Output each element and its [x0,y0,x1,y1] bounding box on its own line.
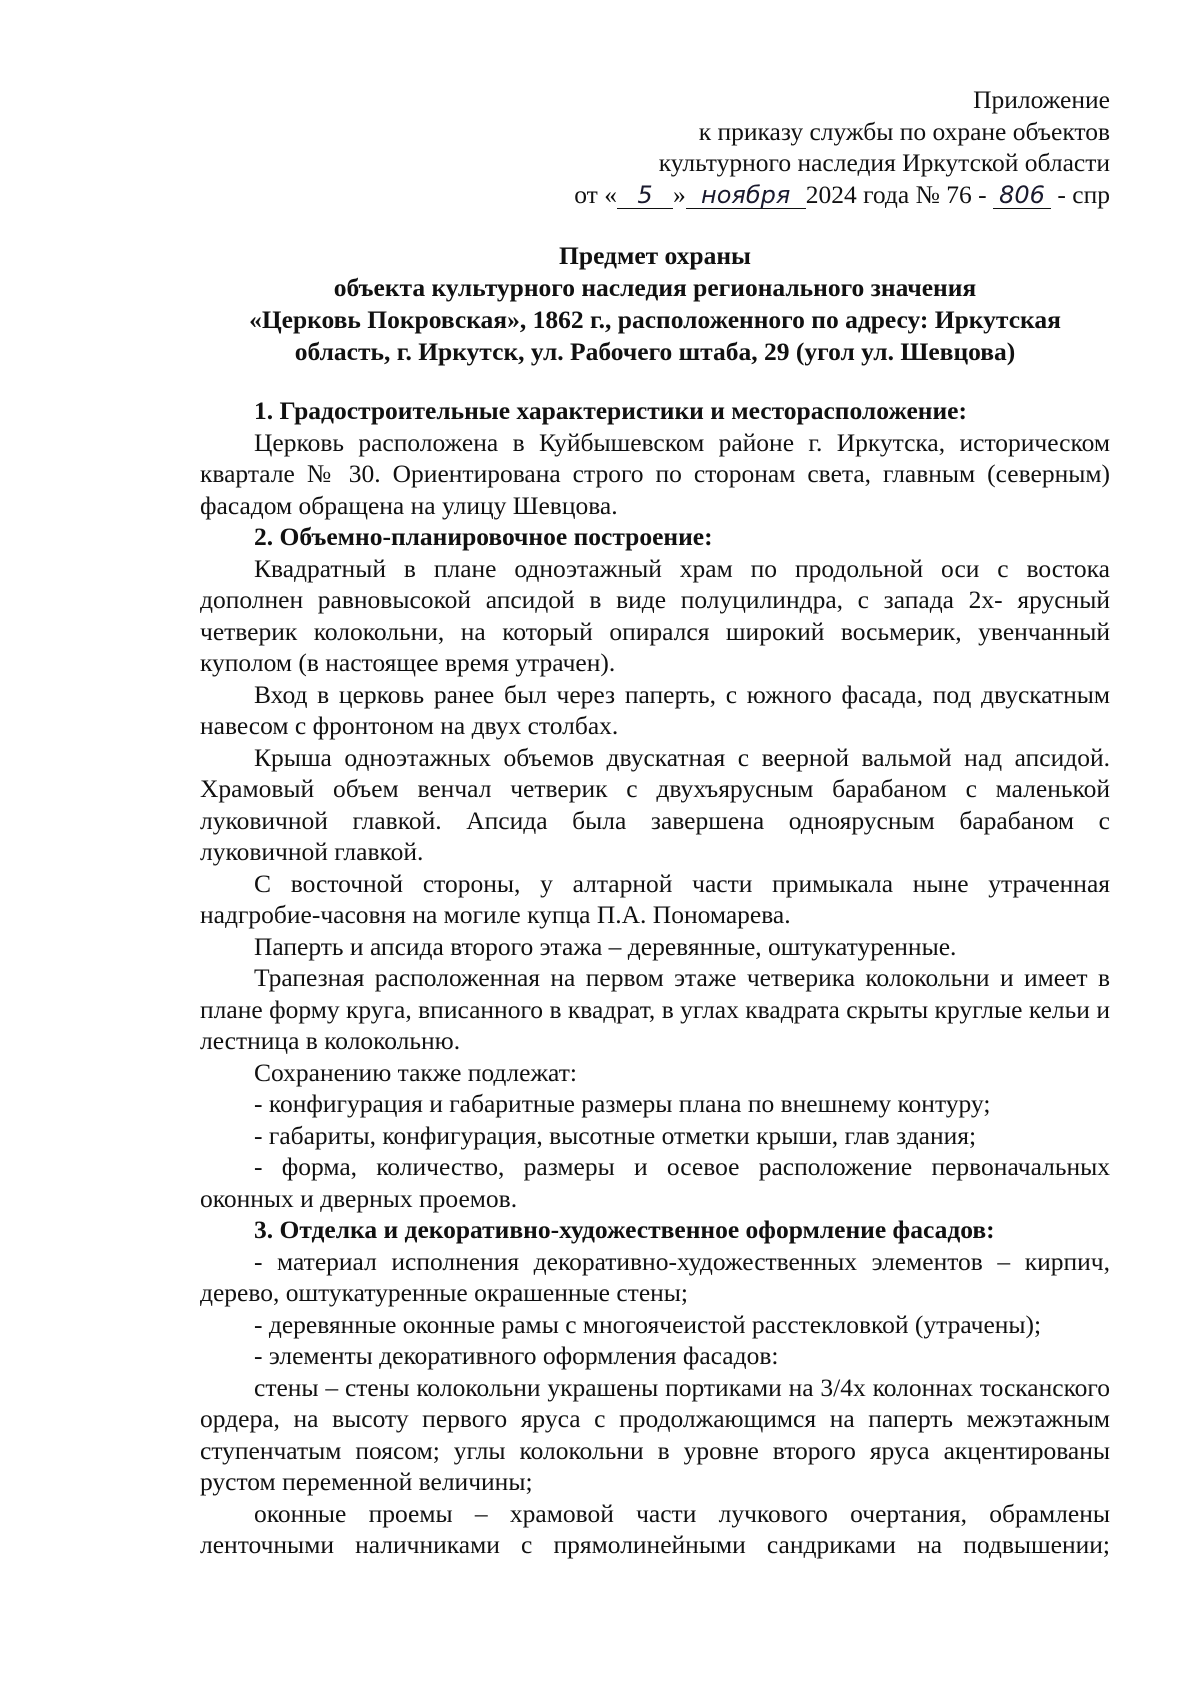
section-3-paragraph-walls: стены – стены колокольни украшены портиками на 3/4х колоннах тосканского ордера, на высоту первого яруса с продолжающимся на паперть межэтажным ступенчатым поясом; углы колокольни в уровне второго яруса акцентированы рустом переменной величины; [200,1372,1110,1496]
document-title [200,240,1110,368]
header-date-line [200,179,1110,211]
document-page [200,84,1110,1561]
date-mid: » [672,179,686,209]
section-2-paragraph-6: Трапезная расположенная на первом этаже четверика колокольни и имеет в плане форму круга, вписанного в квадрат, в углах квадрата скрыты круглые кельи и лестница в колокольню. [200,963,1110,1055]
header-line-authority: культурного наследия Иркутской области [658,148,1110,177]
section-2-paragraph-2: Вход в церковь ранее был через паперть, с южного фасада, под двускатным навесом с фронтоном на двух столбах. [200,679,1110,740]
appendix-header [200,84,1110,210]
title-line-3: «Церковь Покровская», 1862 г., расположенного по адресу: Иркутская [249,305,1061,334]
section-2-paragraph-4: С восточной стороны, у алтарной части примыкала ныне утраченная надгробие-часовня на могиле купца П.А. Пономарева. [200,868,1110,929]
date-year: 2024 года № 76 - [805,179,987,209]
order-suffix: - спр [1057,179,1110,209]
handwritten-order-number: 806 [993,182,1051,209]
section-3-list-item-3: - элементы декоративного оформления фасадов: [254,1341,779,1370]
section-2-paragraph-7: Сохранению также подлежат: [254,1057,577,1087]
handwritten-day: 5 [617,182,673,209]
section-3-heading: 3. Отделка и декоративно-художественное оформление фасадов: [254,1215,995,1244]
header-line-appendix: Приложение [973,85,1110,114]
section-3-paragraph-windows: оконные проемы – храмовой части лучкового очертания, обрамлены ленточными наличниками с прямолинейными сандриками на подвышении; [200,1498,1110,1559]
header-line-order: к приказу службы по охране объектов [698,116,1110,146]
section-2-paragraph-3: Крыша одноэтажных объемов двускатная с веерной вальмой над апсидой. Храмовый объем венчал четверик с двухъярусным барабаном с маленькой луковичной главкой. Апсида была завершена одноярусным барабаном с луковичной главкой. [200,742,1110,866]
handwritten-month: ноября [686,182,806,209]
section-2-paragraph-5: Паперть и апсида второго этажа – деревянные, оштукатуренные. [254,931,957,961]
title-line-4: область, г. Иркутск, ул. Рабочего штаба, 29 (угол ул. Шевцова) [294,337,1016,366]
section-2-list-item-3: - форма, количество, размеры и осевое расположение первоначальных оконных и дверных проемов. [200,1152,1110,1213]
section-1-paragraph-1: Церковь расположена в Куйбышевском районе г. Иркутска, историческом квартале № 30. Ориентирована строго по сторонам света, главным (северным) фасадом обращена на улицу Шевцова. [200,427,1110,520]
section-2-list-item-1: - конфигурация и габаритные размеры плана по внешнему контуру; [254,1089,991,1118]
date-prefix: от « [574,179,617,209]
section-3-list-item-2: - деревянные оконные рамы с многоячеистой расстекловкой (утрачены); [254,1309,1042,1339]
section-3-list-item-1: - материал исполнения декоративно-художественных элементов – кирпич, дерево, оштукатуренные окрашенные стены; [200,1246,1110,1307]
section-2-paragraph-1: Квадратный в плане одноэтажный храм по продольной оси с востока дополнен равновысокой апсидой в виде полуцилиндра, с запада 2х- ярусный четверик колокольни, на который опирался широкий восьмерик, увенчанный куполом (в настоящее время утрачен). [200,553,1110,677]
title-line-2: объекта культурного наследия регионального значения [333,273,977,302]
section-1-heading: 1. Градостроительные характеристики и месторасположение: [254,396,967,425]
section-2-list-item-2: - габариты, конфигурация, высотные отметки крыши, глав здания; [254,1120,977,1150]
section-2-heading: 2. Объемно-планировочное построение: [254,522,713,551]
title-line-1: Предмет охраны [559,241,751,270]
